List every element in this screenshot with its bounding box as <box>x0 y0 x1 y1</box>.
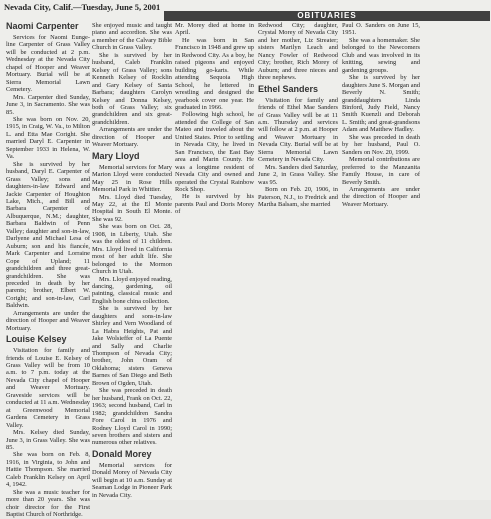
obituary-paragraph: Arrangements are under the direction of Hooper and Weaver Mortuary. <box>6 309 90 332</box>
obituary-paragraph: He was born in San Francisco in 1948 and grew up in Redwood City. As a boy, he raised pigeons and enjoyed building go-karts. While attending Sequoia High School, he lettered in wrestling and designed the yearbook cover one year. He graduated in 1966. <box>175 36 254 111</box>
obituary-paragraph: Mrs. Sanders died Saturday, June 2, in Grass Valley. She was 95. <box>258 163 338 186</box>
obituary-paragraph: Memorial services for Mary Marion Lloyd were conducted May 25 in Rose Hills Memorial Park in Whittier. <box>92 163 172 194</box>
obituary-paragraph: Mrs. Carpenter died Sunday, June 3, in Sacramento. She was 85. <box>6 93 90 116</box>
column-5 <box>342 22 420 208</box>
page-header: Nevada City, Calif.—Tuesday, June 5, 2001 <box>4 2 161 12</box>
obituary-paragraph: She was born on Oct. 28, 1908, in Liberty, Utah. She was the oldest of 11 children. Mrs. Lloyd lived in California most of her adult life. She belonged to the Mormon Church in Utah. <box>92 223 172 276</box>
obituary-paragraph: Visitation for family and friends of Ethel Mae Sanders of Grass Valley will be at 11 a.m. Thursday and services will follow at 2 p.m. at Hooper and Weaver Mortuary in Nevada City. Burial will be at Sierra Memorial Lawn Cemetery in Nevada City. <box>258 96 338 164</box>
obituary-paragraph: Visitation for family and friends of Louise E. Kelsey of Grass Valley will be from 10 a.m. to 7 p.m. today at the Nevada City chapel of Hooper and Weaver Mortuary. Graveside services will be conducted at 11 a.m. Wednesday at Greenwood Memorial Gardens Cemetery in Grass Valley. <box>6 347 90 429</box>
obituary-paragraph: Mrs. Kelsey died Sunday, June 3, in Grass Valley. She was 85. <box>6 429 90 452</box>
obituary-paragraph: She was a homemaker. She belonged to the Newcomers Club and was involved in its knitting, sewing and gardening groups. <box>342 36 420 74</box>
obituary-paragraph: Mrs. Lloyd enjoyed reading, dancing, gardening, oil painting, classical music and English bone china collection. <box>92 275 172 305</box>
obituary-headline: Naomi Carpenter <box>6 21 79 31</box>
obituary-paragraph: She was preceded in death her husband, Frank on Oct. 22, 1963; second husband, Carl in 1982; grandchildren Sandra Fore Carol in 1976 and Rodney Lloyd Carol in 1990; seven brothers and sisters and numerous other relatives. <box>92 387 172 447</box>
column-4 <box>258 22 338 208</box>
obituary-paragraph: She was a music teacher for more than 20 years. She was choir director for the First Baptist Church of Northridge. <box>6 488 90 519</box>
obituary-headline: Ethel Sanders <box>258 83 319 94</box>
obituary-paragraph: Memorial services for Donald Morey of Nevada City will begin at 10 a.m. Sunday at Seaman Lodge in Pioneer Park in Nevada City. <box>92 461 172 499</box>
obituary-headline: Mary Lloyd <box>92 150 140 161</box>
obituary-paragraph: Born on Feb. 20, 1906, in Paterson, N.J., to Fredrick and Martha Balsam, she married <box>258 186 338 208</box>
column-1 <box>6 19 90 519</box>
obituary-paragraph: She is survived by her daughters June S. Morgan and Beverly N. Smith; granddaughters Linda Binford, Judy Field, Nancy Smith Kuenzli and Deborah L. Smith; and great-grandsons Adam and Matthew Hadley. <box>342 74 420 134</box>
obituary-paragraph: She is survived by her daughters and sons-in-law Shirley and Vern Woodland of La Habra Heights, Pat and Jake Wolsieffer of La Puente and Sally and Charlie Thompson of Nevada City; brother, John Oram of Oklahoma; sisters Geneva Barnes of San Diego and Beth Brown of Ogden, Utah. <box>92 305 172 387</box>
obituary-paragraph: She is survived by her husband, Daryl E. Carpenter of Grass Valley; sons and daughters-in-law Edward and Jackie Carpenter of Houghton Lake, Mich., and Bill and Barbara Carpenter of Albuquerque, N.M.; daughter, Barbara Baldwin of Penn Valley; daughter and son-in-law, Darlyene and Michael Lesa of Auburn; son and his fiancée, Mark Carpenter and Lorraine Cope of Upland; 11 grandchildren and three great-grandchildren. She was preceded in death by her parents; brother, Elbert W. Coright; and son-in-law, Carl Baldwin. <box>6 160 90 310</box>
obituary-paragraph: She is survived by her husband, Caleb Franklin Kelsey of Grass Valley; sons Kenneth Kelsey of Rocklin and Gary Kelsey of Santa Barbara; daughters Carolyn Kelsey and Donna Kelsey, both of Grass Valley; six grandchildren and six great-grandchildren. <box>92 51 172 126</box>
obituary-paragraph: Mr. Morey died at home in April. <box>175 22 254 37</box>
obituary-paragraph: Redwood City; daughter, Crystal Morey of Nevada City and her mother, Liz Streater; sisters Marilyn Leach and Nancy Fowler of Redwood City; brother, Rich Morey of Auburn; and three nieces and three nephews. <box>258 22 338 82</box>
obituary-paragraph: Arrangements are under the direction of Hooper and Weaver Mortuary. <box>92 126 172 149</box>
obituary-paragraph: Arrangements are under the direction of Hooper and Weaver Mortuary. <box>342 185 420 208</box>
obituary-paragraph: She enjoyed music and taught piano and accordion. She was a member of the Calvary Bible Church in Grass Valley. <box>92 22 172 52</box>
obituary-headline: Louise Kelsey <box>6 334 67 345</box>
obituary-paragraph: She was born on Feb. 8, 1916, in Virginia, to John and Hattie Thompson. She married Caleb Franklin Kelsey on April 4, 1942. <box>6 451 90 489</box>
obituary-headline: Donald Morey <box>92 448 152 459</box>
section-banner: OBITUARIES <box>164 11 490 21</box>
obituary-paragraph: She was preceded in death by her husband, Paul O. Sanders on Nov. 20, 1999. <box>342 133 420 156</box>
obituary-paragraph: Paul O. Sanders on June 15, 1951. <box>342 22 420 37</box>
obituary-paragraph: She was born on Nov. 20, 1915, in Craig, W. Va., to Milton L. and Etta Mae Coright. She married Daryl E. Carpenter in September 1933 in Helena, W. Va. <box>6 115 90 161</box>
column-2 <box>92 22 172 499</box>
column-3 <box>175 22 254 216</box>
obituary-paragraph: He is survived by his parents Paul and Doris Morey of <box>175 193 254 216</box>
obituary-paragraph: Memorial contributions are preferred to the Manzanita Family House, in care of Beverly Smith. <box>342 156 420 186</box>
obituary-paragraph: Following high school, he attended the College of San Mateo and traveled about the United States. Prior to settling in Nevada City, he lived in San Francisco, the East Bay area and Marin County. He was a longtime resident of Nevada City and owned and operated the Crystal Rainbow Rock Shop. <box>175 111 254 193</box>
obituary-paragraph: Mrs. Lloyd died Tuesday, May 22, at the El Monte Hospital in South El Monte. She was 92. <box>92 193 172 223</box>
obituary-paragraph: Services for Naomi Eunge-line Carpenter of Grass Valley will be conducted at 2 p.m. Wednesday at the Nevada City chapel of Hooper and Weaver Mortuary. Burial will be at Sierra Memorial Lawn Cemetery. <box>6 34 90 94</box>
